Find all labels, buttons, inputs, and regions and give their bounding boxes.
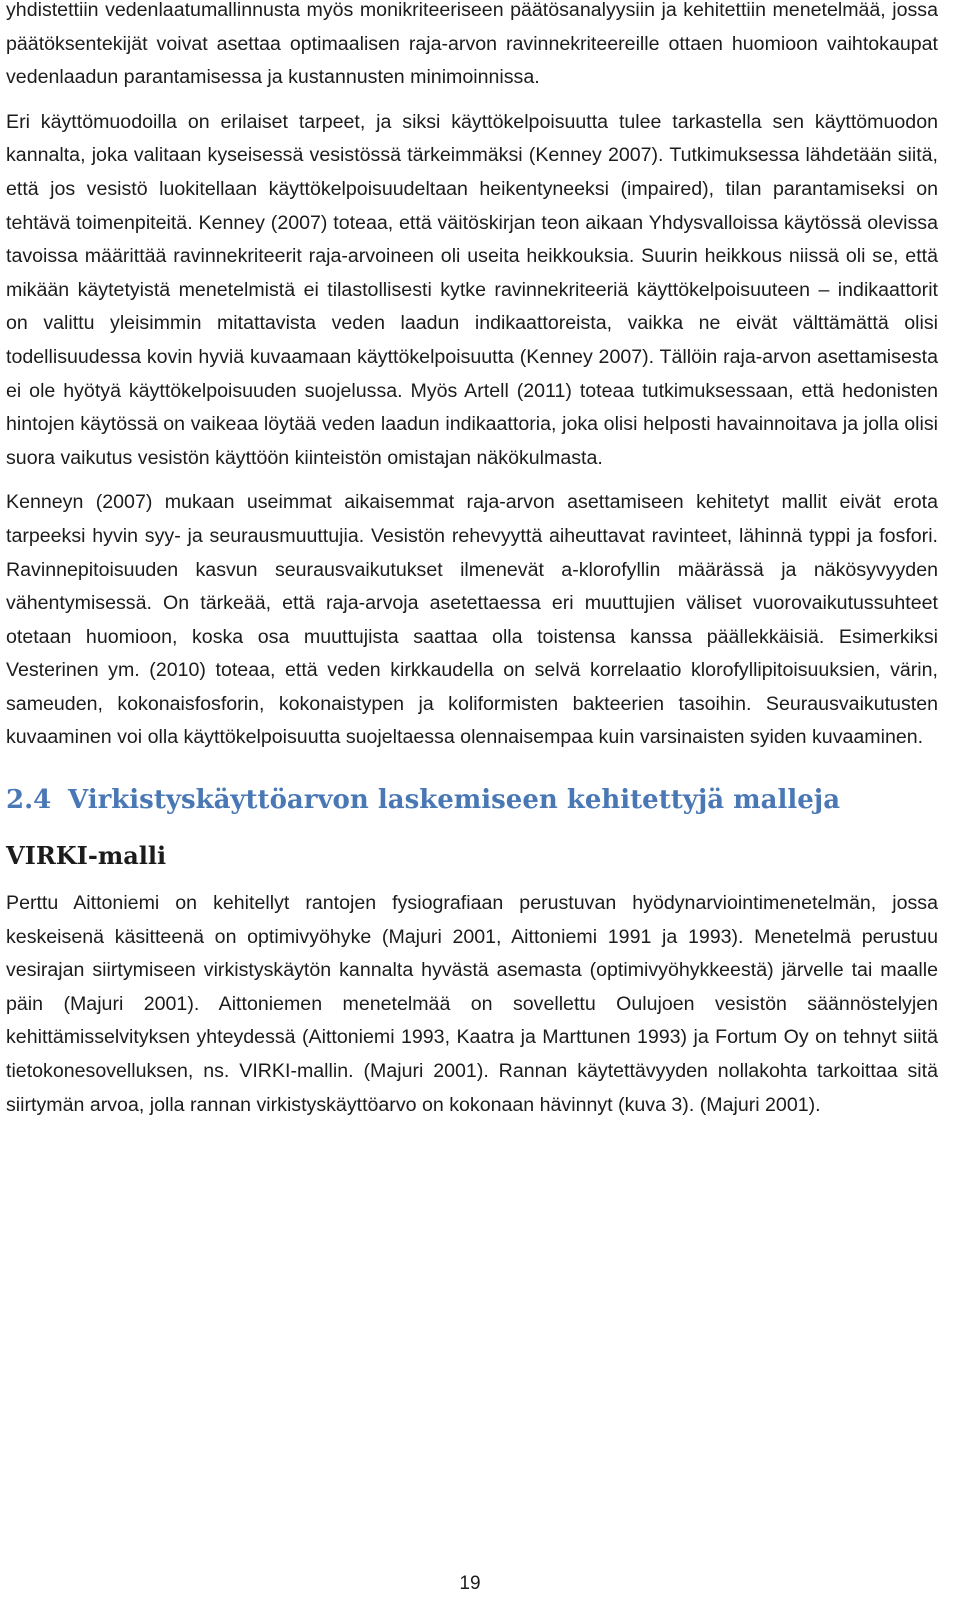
- section-number: 2.4: [6, 785, 52, 816]
- body-paragraph: Eri käyttömuodoilla on erilaiset tarpeet, ja siksi käyttökelpoisuutta tulee tarkastella sen käyttömuodon kannalta, joka valitaan kyseisessä vesistössä tärkeimmäksi (Kenney 2007). Tutkimuksessa lähdetään siitä, että jos vesistö luokitellaan käyttökelpoisuudeltaan heikentyneeksi (impaired), tilan parantamiseksi on tehtävä toimenpiteitä. Kenney (2007) toteaa, että väitöskirjan teon aikaan Yhdysvalloissa käytössä olevissa tavoissa määrittää ravinnekriteerit raja-arvoineen oli useita heikkouksia. Suurin heikkous niissä oli se, että mikään käytetyistä menetelmistä ei tilastollisesti kytke ravinnekriteeriä käyttökelpoisuuteen – indikaattorit on valittu yleisimmin mitattavista veden laadun indikaattoreista, vaikka ne eivät välttämättä olisi todellisuudessa kovin hyviä kuvaamaan käyttökelpoisuutta (Kenney 2007). Tällöin raja-arvon asettamisesta ei ole hyötyä käyttökelpoisuuden suojelussa. Myös Artell (2011) toteaa tutkimuksessaan, että hedonisten hintojen käytössä on vaikeaa löytää veden laadun indikaattoria, joka olisi helposti havainnoitava ja jolla olisi suora vaikutus vesistön käyttöön kiinteistön omistajan näkökulmasta.: [6, 110, 938, 469]
- body-paragraph: Kenneyn (2007) mukaan useimmat aikaisemmat raja-arvon asettamiseen kehitetyt mallit eivät erota tarpeeksi hyvin syy- ja seurausmuuttujia. Vesistön rehevyyttä aiheuttavat ravinteet, lähinnä typpi ja fosfori. Ravinnepitoisuuden kasvun seurausvaikutukset ilmenevät a-klorofyllin määrässä ja näkösyvyyden vähentymisessä. On tärkeää, että raja-arvoja asetettaessa eri muuttujien väliset vuorovaikutussuhteet otetaan huomioon, koska osa muuttujista saattaa olla toistensa kanssa päällekkäisiä. Esimerkiksi Vesterinen ym. (2010) toteaa, että veden kirkkaudella on selvä korrelaatio klorofyllipitoisuuksien, värin, sameuden, kokonaisfosforin, kokonaistypen ja koliformisten bakteerien tasoihin. Seurausvaikutusten kuvaaminen voi olla käyttökelpoisuutta suojeltaessa olennaisempaa kuin varsinaisten syiden kuvaaminen.: [6, 491, 938, 749]
- body-paragraph: Perttu Aittoniemi on kehitellyt rantojen fysiografiaan perustuvan hyödynarviointimenetelmän, jossa keskeisenä käsitteenä on optimivyöhyke (Majuri 2001, Aittoniemi 1991 ja 1993). Menetelmä perustuu vesirajan siirtymiseen virkistyskäytön kannalta hyvästä asemasta (optimivyöhykkeestä) järvelle tai maalle päin (Majuri 2001). Aittoniemen menetelmää on sovellettu Oulujoen vesistön säännöstelyjen kehittämisselvityksen yhteydessä (Aittoniemi 1993, Kaatra ja Marttunen 1993) ja Fortum Oy on tehnyt siitä tietokonesovelluksen, ns. VIRKI-mallin. (Majuri 2001). Rannan käytettävyyden nollakohta tarkoittaa sitä siirtymän arvoa, jolla rannan virkistyskäyttöarvo on kokonaan hävinnyt (kuva 3). (Majuri 2001).: [6, 892, 938, 1116]
- section-heading: [6, 772, 938, 828]
- body-paragraph: yhdistettiin vedenlaatumallinnusta myös monikriteeriseen päätösanalyysiin ja kehitettiin menetelmää, jossa päätöksentekijät voivat asettaa optimaalisen raja-arvon ravinnekriteereille ottaen huomioon vaihtokaupat vedenlaadun parantamisessa ja kustannusten minimoinnissa.: [6, 0, 938, 89]
- page-number: 19: [459, 1573, 481, 1594]
- subsection-heading: VIRKI-malli: [6, 841, 167, 871]
- section-title: Virkistyskäyttöarvon laskemiseen kehitettyjä malleja: [68, 785, 841, 816]
- document-page: [6, 0, 938, 1122]
